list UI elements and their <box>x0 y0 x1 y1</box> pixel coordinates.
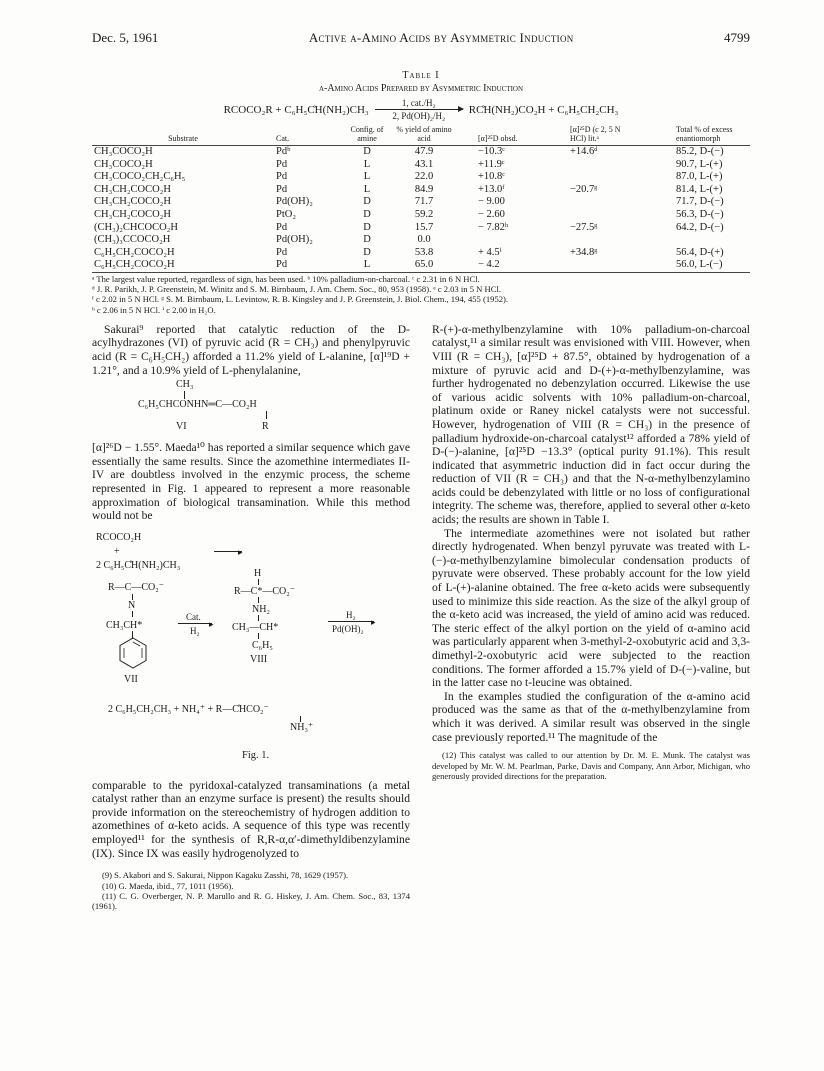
cell-yield: 15.7 <box>414 221 434 233</box>
table-row <box>92 159 750 172</box>
cell-config: D <box>363 221 371 233</box>
footnote-line: ʰ c 2.06 in 5 N HCl. ⁱ c 2.00 in H₂O. <box>92 304 216 315</box>
cell-rotation-obsd: −10.3ᶜ <box>478 146 505 157</box>
running-head <box>92 30 750 46</box>
col-catalyst: Cat. <box>274 125 340 146</box>
reaction-arrow <box>375 98 463 121</box>
fig-plus: + <box>114 545 120 557</box>
results-table <box>92 125 750 273</box>
cell-catalyst: Pd(OH)₂ <box>276 196 313 208</box>
fig-products-nh3: NH₃⁺ <box>290 721 314 733</box>
struct-vi-label: VI <box>176 421 187 433</box>
cell-substrate: CH₃COCO₂H <box>94 158 153 170</box>
table-footnotes <box>92 274 750 315</box>
cell-excess: 56.3, D-(−) <box>676 208 724 220</box>
arrowhead-icon: ▸ <box>238 546 243 557</box>
fig-h2-label: H₂ <box>346 609 356 620</box>
cell-yield: 43.1 <box>414 158 434 170</box>
fig-label-vii: VII <box>124 673 138 685</box>
fig-amine-top: R—C*—CO₂⁻ <box>234 585 295 597</box>
arrow-line <box>328 621 374 622</box>
cell-substrate: CH₃CH₂COCO₂H <box>94 208 171 220</box>
cell-rotation-std: −20.7ᵍ <box>570 183 598 195</box>
fig-amine-ch: CH₃—CH* <box>232 621 279 633</box>
cell-substrate: C₆H₅CH₂COCO₂H <box>92 259 274 272</box>
bond-line <box>184 391 185 399</box>
right-references <box>432 750 750 781</box>
table-row <box>92 209 750 222</box>
reference: (9) S. Akabori and S. Sakurai, Nippon Kagaku Zasshi, 78, 1629 (1957). <box>102 870 349 881</box>
cell-rotation-std <box>560 171 636 184</box>
cell-rotation-obsd: − 4.2 <box>454 259 560 272</box>
table-row <box>92 146 750 159</box>
cell-excess: 71.7, D-(−) <box>676 196 724 208</box>
cell-catalyst: Pd <box>276 171 288 183</box>
footnote-line: ᶠ c 2.02 in 5 N HCl. ᵍ S. M. Birnbaum, L. Levintow, R. B. Kingsley and J. P. Greenstein, J. Biol. Chem., 194, 455 (1952). <box>92 294 509 305</box>
struct-vi-main: C₆H₅CHCONHN═C—CO₂H <box>138 399 257 411</box>
cell-rotation-obsd: + 4.5ⁱ <box>478 246 502 258</box>
fig-label-viii: VIII <box>250 653 268 665</box>
left-column <box>92 323 410 912</box>
equation-left: RCOCO₂R + C₆H₅C̊H(NH₂)CH₃ <box>223 103 369 116</box>
fig-amine-h: H <box>254 567 262 579</box>
struct-vi-ch3: CH₃ <box>176 379 194 391</box>
table-caption: α-Amino Acids Prepared by Asymmetric Induction <box>318 83 524 94</box>
fig-amine-ph: C₆H₅ <box>252 639 273 651</box>
fig-cat-label: Cat. <box>186 611 201 622</box>
cell-yield: 53.8 <box>414 246 434 258</box>
cell-config: L <box>340 259 394 272</box>
cell-substrate: CH₃COCO₂CH₂C₆H₅ <box>94 171 186 183</box>
header-title: Active α-Amino Acids by Asymmetric Induction <box>308 30 574 45</box>
fig-cat-h2: H₂ <box>190 625 200 636</box>
structure-vi <box>92 379 410 437</box>
cell-config: D <box>363 208 371 220</box>
bond-line <box>266 411 267 419</box>
equation-right: RC̊H(NH₂)CO₂H + C₆H₅CH₂CH₃ <box>468 103 619 116</box>
cell-rotation-obsd: − 7.82ʰ <box>478 221 509 233</box>
cell-rotation-std <box>560 259 636 272</box>
bond-line <box>132 611 133 617</box>
journal-page <box>92 30 750 912</box>
cell-rotation-std <box>560 234 636 247</box>
right-column <box>432 323 750 912</box>
fig-imine-ch: CH₃CH* <box>106 619 143 631</box>
figure-caption: Fig. 1. <box>242 749 270 761</box>
cell-config: D <box>363 246 371 258</box>
cell-yield: 0.0 <box>417 234 431 246</box>
right-paragraph-2: The intermediate azomethines were not isolated but rather directly hydrogenated. When benzyl pyruvate was treated with L-(−)-α-methylbenzylamine bimolecular condensation products of pyruvate were observed. These probably account for the low yield of L-(+)-alanine obtained. The free α-keto acids were subsequently used to minimize this side reaction. As the size of the alkyl group of the α-keto acid was increased, the yield of amino acid was reduced. The steric effect of the alkyl portion on the yield of α-amino acid was particularly apparent when 3-methyl-2-oxobutyric acid and 3,3-dimethyl-2-oxobutyric acid were subjected to the reaction conditions. The former afforded a 15.7% yield of D-(−)-valine, but in the latter case no t-leucine was obtained. <box>432 526 750 690</box>
left-references <box>92 870 410 912</box>
col-yield: % yield of amino acid <box>394 125 454 146</box>
cell-catalyst: Pd(OH)₂ <box>276 234 313 246</box>
reference: (12) This catalyst was called to our attention by Dr. M. E. Munk. The catalyst was developed by Mr. W. M. Pearlman, Parke, Davis and Company, Ann Arbor, Michigan, who generously provided directions for the preparation. <box>432 750 750 781</box>
cell-config: D <box>363 234 371 246</box>
reaction-equation <box>92 98 750 121</box>
cell-excess: 81.4, L-(+) <box>676 183 723 195</box>
cell-substrate: (CH₃)₃CCOCO₂H <box>94 234 171 246</box>
table-body <box>92 146 750 273</box>
col-excess: Total % of excess enantiomorph <box>636 125 750 146</box>
arrow-bottom-label: 2, Pd(OH)₂/H₂ <box>392 111 446 121</box>
cell-excess: 56.0, L-(−) <box>636 259 750 272</box>
col-substrate: Substrate <box>92 125 274 146</box>
cell-rotation-obsd: +10.8ᶜ <box>478 171 505 183</box>
fig-amine-nh: NH₂ <box>252 603 270 615</box>
cell-catalyst: Pd <box>276 158 288 170</box>
footnote-line: ᵃ The largest value reported, regardless of sign, has been used. ᵇ 10% palladium-on-charcoal. ᶜ c 2.31 in 6 N HCl. <box>92 273 480 284</box>
cell-excess: 85.2, D-(−) <box>676 146 724 157</box>
fig-reactant-1: RCOCO₂H <box>96 531 142 543</box>
table-row <box>92 222 750 235</box>
table-row <box>92 171 750 184</box>
cell-yield: 47.9 <box>414 146 434 157</box>
cell-yield: 22.0 <box>414 171 434 183</box>
header-date: Dec. 5, 1961 <box>92 30 159 45</box>
cell-rotation-obsd: +11.9ᶜ <box>478 158 505 170</box>
cell-rotation-obsd <box>454 234 560 247</box>
cell-substrate: CH₃COCO₂H <box>94 146 153 157</box>
struct-vi-r: R <box>262 421 269 433</box>
cell-substrate: CH₃CH₂COCO₂H <box>94 196 171 208</box>
fig-imine-top: R—C—CO₂⁻ <box>108 581 164 593</box>
footnote-line: ᵈ J. R. Parikh, J. P. Greenstein, M. Winitz and S. M. Birnbaum, J. Am. Chem. Soc., 80, 953 (1958). ᵉ c 2.03 in 5 N HCl. <box>92 284 501 295</box>
benzene-ring-icon <box>118 637 148 669</box>
cell-catalyst: PtO₂ <box>276 208 297 220</box>
cell-config: D <box>363 146 371 157</box>
cell-rotation-std: −27.5ᵍ <box>570 221 598 233</box>
table-row <box>92 184 750 197</box>
table-row <box>92 196 750 209</box>
table-row <box>92 259 750 272</box>
cell-excess: 64.2, D-(−) <box>676 221 724 233</box>
right-paragraph-1: R-(+)-α-methylbenzylamine with 10% palladium-on-charcoal catalyst,¹¹ a similar result was envisioned with VIII. However, when VIII (R = CH₃), [α]²⁵D + 87.5°, obtained by hydrogenation of a mixture of pyruvic acid and D-(+)-α-methylbenzylamine, was further hydrogenated no debenzylation occurred. Likewise the use of various acidic solvents with 10% palladium-on-charcoal, platinum oxide or Raney nickel catalysts were not successful. However, hydrogenation of VIII (R = CH₃) in the presence of palladium hydroxide-on-charcoal catalyst¹² afforded a 78% yield of D-(−)-alanine, [α]²⁵D −13.3° (optical purity 91.1%). This result indicated that asymmetric induction did in fact occur during the reduction of VII (R = CH₃) and that the N-α-methylbenzylamino acids could be debenzylated with little or no loss of configurational integrity. The scheme was, therefore, applied to several other α-keto acids; the results are shown in Table I. <box>432 322 750 527</box>
arrow-line <box>375 109 463 110</box>
arrowhead-icon: ▸ <box>371 616 376 627</box>
table-label: Table I <box>402 70 440 81</box>
cell-yield: 84.9 <box>414 183 434 195</box>
two-column-body <box>92 323 750 912</box>
cell-excess: 90.7, L-(+) <box>676 158 723 170</box>
cell-yield: 65.0 <box>394 259 454 272</box>
cell-substrate: C₆H₅CH₂COCO₂H <box>94 246 175 258</box>
arrow-line <box>178 623 212 624</box>
cell-rotation-obsd: +13.0ᶠ <box>478 183 505 195</box>
right-paragraph-3: In the examples studied the configuration of the α-amino acid produced was the same as that of the α-methylbenzylamine from which it was derived. A similar result was observed in the single case previously reported.¹¹ The magnitude of the <box>432 689 750 744</box>
cell-yield: 71.7 <box>414 196 434 208</box>
cell-rotation-std: +34.8ᵍ <box>570 246 598 258</box>
reference: (10) G. Maeda, ibid., 77, 1011 (1956). <box>102 880 234 891</box>
cell-substrate: CH₃CH₂COCO₂H <box>94 183 171 195</box>
left-paragraph-1: Sakurai⁹ reported that catalytic reduction of the D-acylhydrazones (VI) of pyruvic acid (R = CH₃) and phenylpyruvic acid (R = C₆H₅CH₂) afforded a 11.2% yield of L-alanine, [α]¹⁹D + 1.21°, and a 10.9% yield of L-phenylalanine, <box>92 322 410 377</box>
cell-rotation-obsd: − 9.00 <box>478 196 505 208</box>
cell-substrate: (CH₃)₂CHCOCO₂H <box>94 221 178 233</box>
table-header-row <box>92 125 750 146</box>
table-i <box>92 70 750 315</box>
cell-excess: 87.0, L-(+) <box>676 171 723 183</box>
arrow-top-label: 1, cat./H₂ <box>401 98 436 108</box>
col-rotation-std: [α]²⁵D (c 2, 5 N HCl) lit.ᵃ <box>560 125 636 146</box>
cell-catalyst: Pd <box>274 259 340 272</box>
cell-config: L <box>363 183 371 195</box>
table-row <box>92 247 750 260</box>
cell-catalyst: Pdᵇ <box>276 146 291 157</box>
cell-catalyst: Pd <box>276 246 288 258</box>
cell-config: L <box>363 171 371 183</box>
cell-excess <box>636 234 750 247</box>
fig-products: 2 C₆H₅CH₂CH₃ + NH₄⁺ + R—C̊HCO₂⁻ <box>108 703 269 715</box>
left-paragraph-2: [α]²⁶D − 1.55°. Maeda¹⁰ has reported a similar sequence which gave essentially the same results. Since the azomethine intermediates II-IV are doubtless involved in the enzymic process, the scheme represented in Fig. 1 appeared to represent a more reasonable approximation of biological transamination. While this method would not be <box>92 441 410 523</box>
cell-rotation-std <box>560 209 636 222</box>
cell-yield: 59.2 <box>414 208 434 220</box>
cell-rotation-std <box>560 159 636 172</box>
figure-1-scheme <box>92 527 410 777</box>
reference: (11) C. G. Overberger, N. P. Marullo and R. G. Hiskey, J. Am. Chem. Soc., 83, 1374 (1961). <box>92 891 410 912</box>
fig-reactant-2: 2 C₆H₅C̊H(NH₂)CH₃ <box>96 559 181 571</box>
cell-catalyst: Pd <box>276 221 288 233</box>
cell-config: D <box>363 196 371 208</box>
table-row <box>92 234 750 247</box>
cell-rotation-std <box>560 196 636 209</box>
col-config: Config. of amine <box>340 125 394 146</box>
cell-rotation-obsd: − 2.60 <box>478 208 505 220</box>
cell-excess: 56.4, D-(+) <box>676 246 724 258</box>
cell-rotation-std: +14.6ᵈ <box>570 146 598 157</box>
col-rotation-obsd: [α]²⁵D obsd. <box>454 125 560 146</box>
fig-pd-oh-label: Pd(OH)₂ <box>332 623 364 634</box>
cell-catalyst: Pd <box>276 183 288 195</box>
arrowhead-icon: ▸ <box>209 618 214 629</box>
cell-config: L <box>363 158 371 170</box>
header-page-number: 4799 <box>723 30 750 45</box>
left-paragraph-3: comparable to the pyridoxal-catalyzed transaminations (a metal catalyst rather than an enzyme surface is present) the results should provide information on the stereochemistry of hydrogen addition to azomethines of α-keto acids. A sequence of this type was recently employed¹¹ for the synthesis of R,R-α,α′-dimethyldibenzylamine (IX). Since IX was easily hydrogenolyzed to <box>92 778 410 860</box>
fig-imine-n: N <box>128 599 136 611</box>
